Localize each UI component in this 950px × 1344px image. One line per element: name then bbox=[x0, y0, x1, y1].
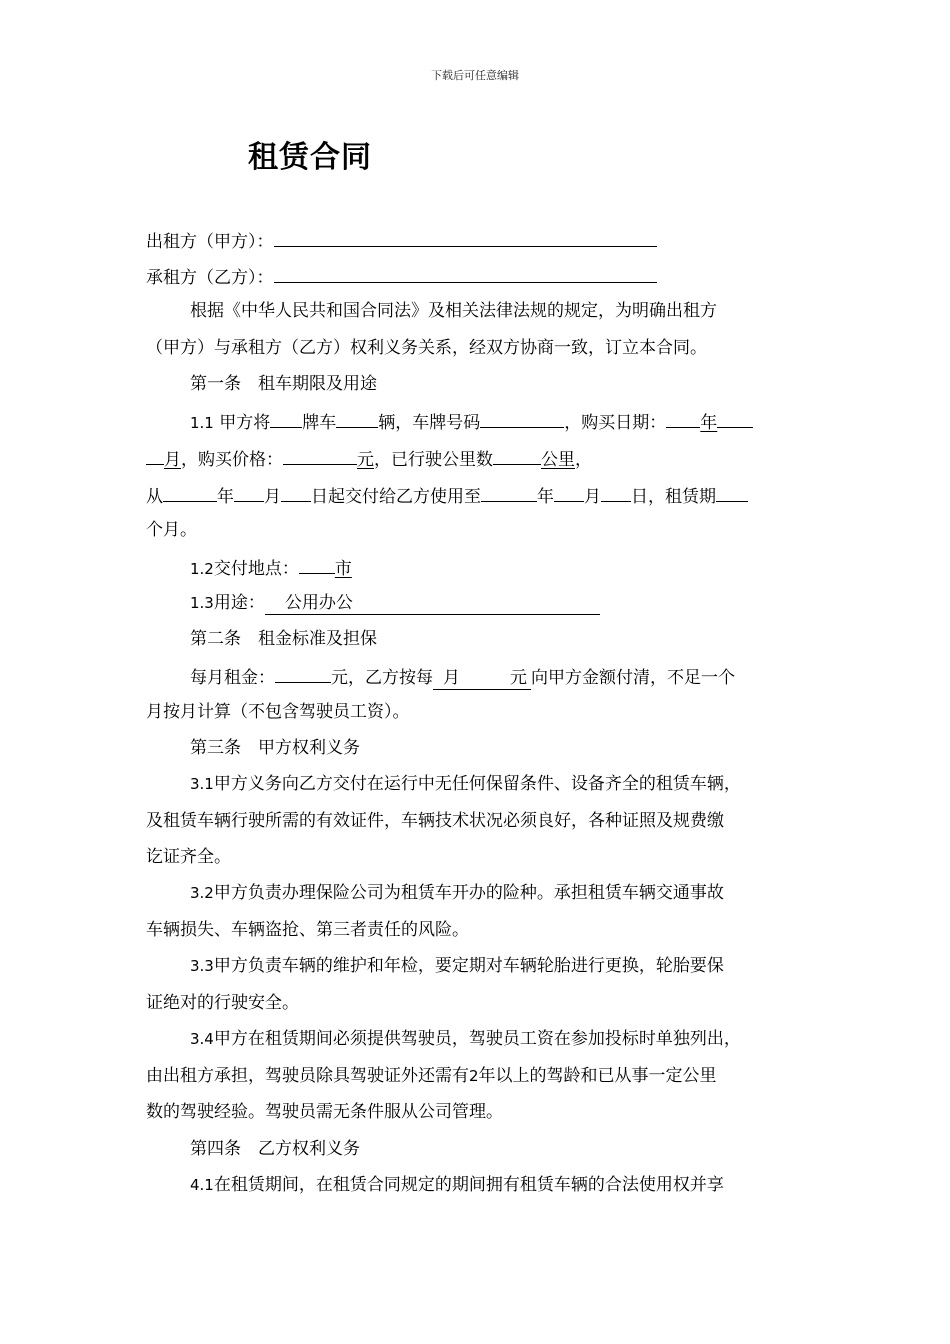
clause-1-1-line-3 bbox=[146, 483, 748, 508]
clause-text: ， bbox=[575, 450, 592, 470]
purpose-label: 用途： bbox=[213, 593, 265, 613]
party-b-line bbox=[146, 264, 657, 289]
plate-number-blank bbox=[480, 409, 564, 428]
party-b-blank bbox=[274, 264, 657, 283]
clause-1-3 bbox=[190, 592, 600, 615]
clause-text: 日，租赁期 bbox=[631, 487, 716, 507]
clause-text: 元，乙方按每 bbox=[331, 668, 433, 688]
party-a-blank bbox=[274, 228, 657, 247]
clause-number: 4.1 bbox=[190, 1176, 214, 1194]
clause-3-3-line-1 bbox=[190, 955, 724, 977]
start-year-blank bbox=[163, 483, 217, 502]
start-day-blank bbox=[281, 483, 311, 502]
clause-text: 年 bbox=[537, 487, 554, 507]
clause-1-2 bbox=[190, 555, 352, 580]
article-2-heading: 第二条 租金标准及担保 bbox=[190, 629, 377, 649]
payment-unit: 元 bbox=[510, 668, 527, 688]
clause-text: 向甲方金额付清，不足一个 bbox=[531, 668, 735, 688]
end-year-blank bbox=[481, 483, 537, 502]
price-blank bbox=[283, 446, 357, 465]
city-unit: 市 bbox=[334, 559, 352, 579]
price-unit: 元 bbox=[357, 450, 374, 470]
article-1-heading: 第一条 租车期限及用途 bbox=[190, 374, 377, 394]
clause-text: 月 bbox=[584, 487, 601, 507]
clause-text: 年 bbox=[217, 487, 234, 507]
clause-4-1-line-1 bbox=[190, 1174, 724, 1196]
clause-number: 3.4 bbox=[190, 1030, 214, 1048]
payment-month: 月 bbox=[443, 668, 460, 688]
clause-number: 3.3 bbox=[190, 957, 214, 975]
clause-3-4-line-1 bbox=[190, 1028, 741, 1050]
rent-line-2: 月按月计算（不包含驾驶员工资）。 bbox=[146, 702, 410, 722]
clause-text: 甲方在租赁期间必须提供驾驶员，驾驶员工资在参加投标时单独列出， bbox=[213, 1029, 741, 1049]
month-blank bbox=[146, 446, 164, 465]
clause-number: 3.1 bbox=[190, 775, 214, 793]
clause-3-2-line-2: 车辆损失、车辆盗抢、第三者责任的风险。 bbox=[146, 920, 469, 940]
brand-blank bbox=[270, 409, 302, 428]
clause-text: 从 bbox=[146, 487, 163, 507]
rent-label: 每月租金： bbox=[190, 668, 275, 688]
header-note: 下载后可任意编辑 bbox=[431, 69, 519, 82]
term-months-blank bbox=[716, 483, 748, 502]
clause-text: 在租赁期间，在租赁合同规定的期间拥有租赁车辆的合法使用权并享 bbox=[213, 1175, 724, 1195]
clause-3-4-line-2 bbox=[146, 1065, 717, 1087]
clause-number: 1.1 bbox=[190, 414, 214, 432]
city-blank bbox=[299, 555, 335, 574]
clause-text: 月 bbox=[264, 487, 281, 507]
preamble-line-1: 根据《中华人民共和国合同法》及相关法律法规的规定，为明确出租方 bbox=[190, 301, 717, 321]
clause-text: 甲方负责车辆的维护和年检，要定期对车辆轮胎进行更换，轮胎要保 bbox=[213, 956, 724, 976]
clause-text: 由出租方承担，驾驶员除具驾驶证外还需有 bbox=[146, 1066, 469, 1086]
purpose-field bbox=[265, 592, 600, 615]
clause-text: ，购买价格： bbox=[181, 450, 283, 470]
clause-text: 甲方负责办理保险公司为租赁车开办的险种。承担租赁车辆交通事故 bbox=[213, 883, 724, 903]
end-month-blank bbox=[554, 483, 584, 502]
clause-1-1-line-2 bbox=[146, 446, 592, 471]
clause-text: ，已行驶公里数 bbox=[374, 450, 493, 470]
clause-number: 3.2 bbox=[190, 884, 214, 902]
rent-line-1 bbox=[190, 664, 735, 690]
clause-1-1-line-4: 个月。 bbox=[146, 520, 197, 540]
vehicle-count-blank bbox=[336, 409, 378, 428]
clause-3-3-line-2: 证绝对的行驶安全。 bbox=[146, 993, 299, 1013]
clause-number: 1.3 bbox=[190, 594, 214, 612]
delivery-place-label: 交付地点： bbox=[213, 559, 299, 579]
purchase-month-label: 月 bbox=[164, 450, 181, 470]
clause-text: 甲方义务向乙方交付在运行中无任何保留条件、设备齐全的租赁车辆， bbox=[213, 774, 741, 794]
party-b-label: 承租方（乙方）： bbox=[146, 268, 274, 288]
clause-3-1-line-1 bbox=[190, 773, 741, 795]
end-day-blank bbox=[601, 483, 631, 502]
article-3-heading: 第三条 甲方权利义务 bbox=[190, 738, 360, 758]
purpose-value: 公用办公 bbox=[284, 593, 353, 613]
clause-text: 日起交付给乙方使用至 bbox=[311, 487, 481, 507]
party-a-label: 出租方（甲方）： bbox=[146, 232, 274, 252]
clause-3-2-line-1 bbox=[190, 882, 724, 904]
mileage-blank bbox=[493, 446, 541, 465]
article-4-heading: 第四条 乙方权利义务 bbox=[190, 1139, 360, 1159]
preamble-line-2: （甲方）与承租方（乙方）权利义务关系，经双方协商一致，订立本合同。 bbox=[146, 338, 707, 358]
mileage-unit: 公里 bbox=[541, 450, 575, 470]
purchase-year-label: 年 bbox=[700, 413, 718, 433]
clause-3-1-line-3: 讫证齐全。 bbox=[146, 847, 231, 867]
clause-text: 辆，车牌号码 bbox=[378, 413, 481, 433]
payment-period-field bbox=[433, 667, 531, 690]
clause-text: ，购买日期： bbox=[564, 413, 667, 433]
party-a-line bbox=[146, 228, 657, 253]
clause-3-4-line-3: 数的驾驶经验。驾驶员需无条件服从公司管理。 bbox=[146, 1102, 503, 1122]
clause-text: 甲方将 bbox=[219, 413, 271, 433]
purchase-year-blank bbox=[666, 409, 700, 428]
monthly-rent-blank bbox=[275, 664, 331, 683]
document-title: 租赁合同 bbox=[248, 140, 372, 175]
clause-number: 1.2 bbox=[190, 560, 214, 578]
clause-text: 年以上的驾龄和已从事一定公里 bbox=[478, 1066, 717, 1086]
clause-1-1-line-1 bbox=[190, 409, 753, 434]
purchase-month-blank bbox=[717, 409, 753, 428]
clause-text: 牌车 bbox=[302, 413, 337, 433]
years-number: 2 bbox=[469, 1067, 479, 1085]
clause-3-1-line-2: 及租赁车辆行驶所需的有效证件，车辆技术状况必须良好，各种证照及规费缴 bbox=[146, 811, 724, 831]
start-month-blank bbox=[234, 483, 264, 502]
